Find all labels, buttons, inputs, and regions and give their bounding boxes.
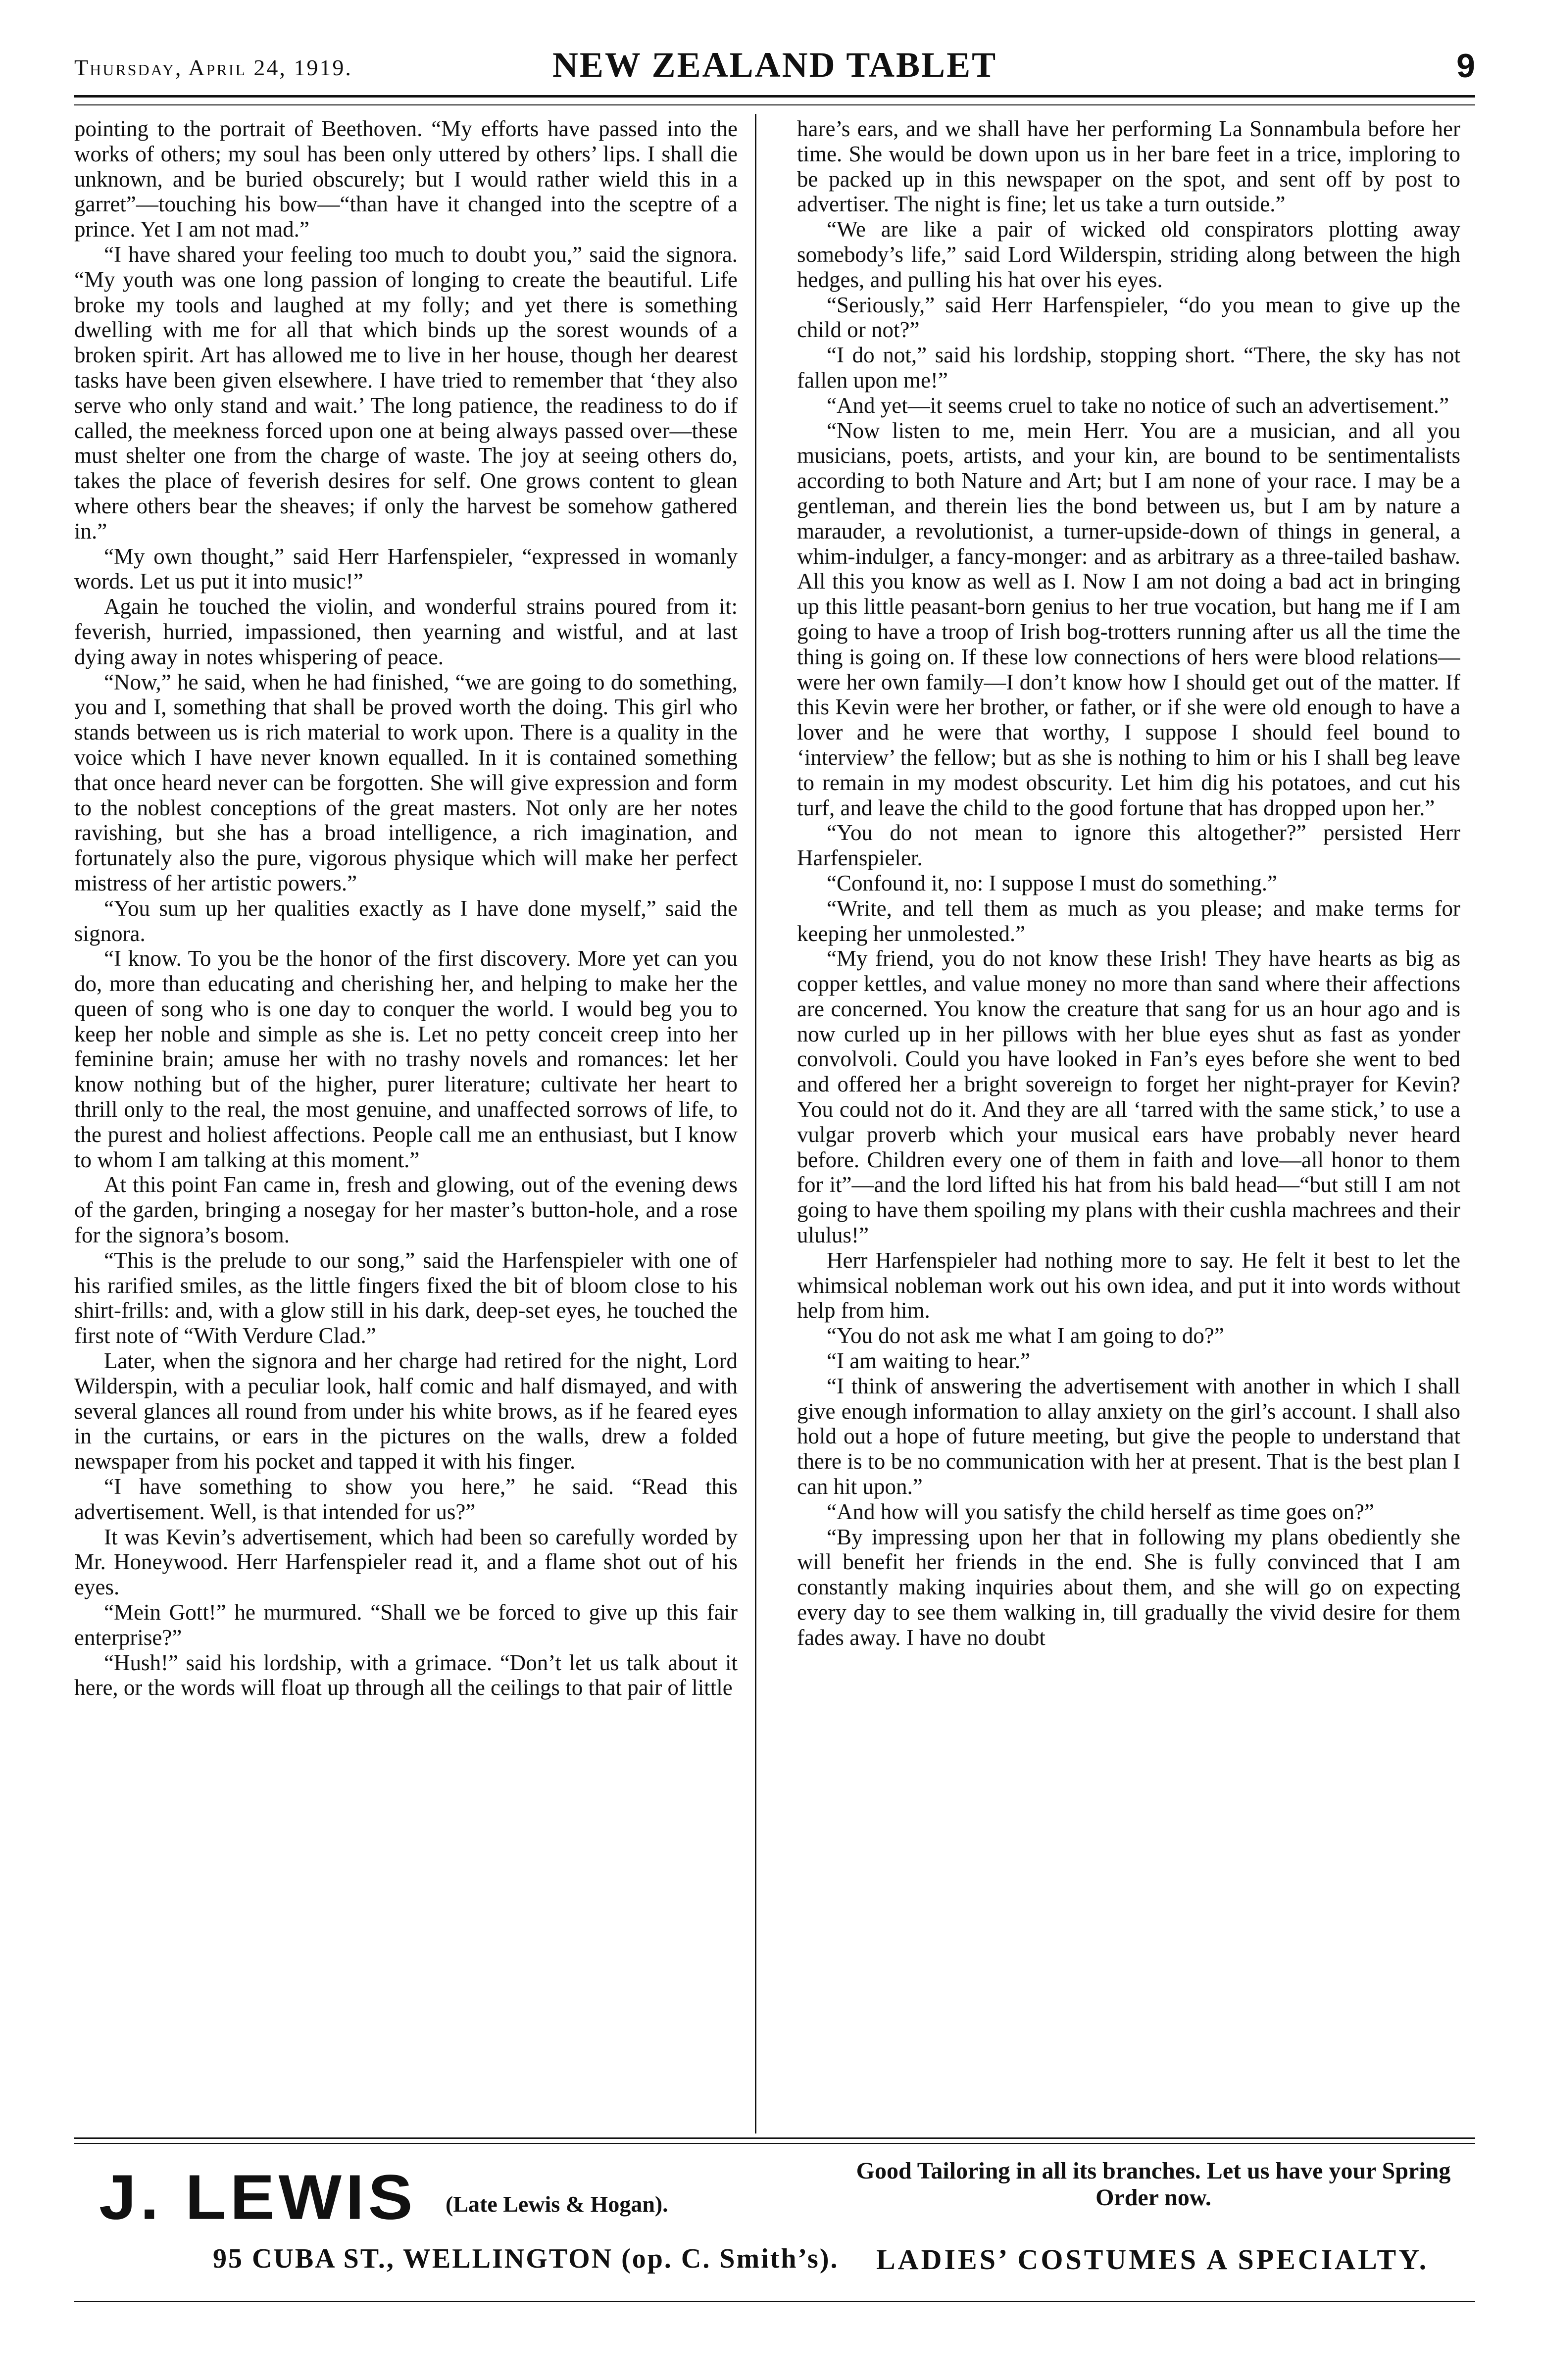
footer-rule: [74, 2301, 1475, 2302]
paragraph: “Hush!” said his lordship, with a grimace. “Don’t let us talk about it here, or the words will float up through all the ceilings to that pair of little: [74, 1650, 738, 1700]
paragraph: “I have shared your feeling too much to doubt you,” said the signora. “My youth was one long passion of longing to create the beautiful. Life broke my tools and laughed at my folly; and yet there is something dwelling with me for all that which binds up the sorest wounds of a broken spirit. Art has allowed me to live in her house, though her dearest tasks have been given elsewhere. I have tried to remember that ‘they also serve who only stand and wait.’ The long patience, the readiness to do if called, the meekness forced upon one at being always passed over—these must shelter one from the charge of waste. The joy at seeing others do, takes the place of feverish desires for self. One grows content to glean where others bear the sheaves; if only the harvest be somehow gathered in.”: [74, 242, 738, 544]
paragraph: Again he touched the violin, and wonderful strains poured from it: feverish, hurried, impassioned, then yearning and wistful, and at last dying away in notes whispering of peace.: [74, 594, 738, 669]
paragraph: “I know. To you be the honor of the first discovery. More yet can you do, more than educating and cherishing her, and helping to make her the queen of song who is one day to conquer the world. I would beg you to keep her noble and simple as she is. Let no petty conceit creep into her feminine brain; amuse her with no trashy novels and romances: let her know nothing but of the higher, purer literature; cultivate her heart to thrill only to the real, the most genuine, and unaffected sorrows of life, to the purest and holiest affections. People call me an enthusiast, but I know to whom I am talking at this moment.”: [74, 946, 738, 1172]
paragraph: At this point Fan came in, fresh and glowing, out of the evening dews of the garden, bringing a nosegay for her master’s button-hole, and a rose for the signora’s bosom.: [74, 1172, 738, 1248]
paragraph: “My own thought,” said Herr Harfenspieler, “expressed in womanly words. Let us put it into music!”: [74, 544, 738, 594]
paragraph: “You do not ask me what I am going to do?”: [827, 1323, 1224, 1348]
article-column-right: [797, 116, 1460, 2129]
header-rule: [74, 95, 1475, 105]
ad-tailoring-text: Good Tailoring in all its branches. Let us have your Spring Order now.: [856, 2158, 1451, 2211]
paragraph: “Write, and tell them as much as you please; and make terms for keeping her unmolested.”: [797, 895, 1460, 946]
column-divider: [755, 114, 756, 2133]
advertisement: [74, 2137, 1475, 2302]
paragraph: “You sum up her qualities exactly as I have done myself,” said the signora.: [74, 895, 738, 946]
advertiser-former-name: (Late Lewis & Hogan).: [446, 2191, 668, 2217]
paragraph: hare’s ears, and we shall have her performing La Sonnambula before her time. She would be down upon us in her bare feet in a trice, imploring to be packed up in this newspaper on the spot, and sent off by post to advertiser. The night is fine; let us take a turn outside.”: [797, 116, 1460, 217]
paragraph: “And yet—it seems cruel to take no notice of such an advertisement.”: [827, 393, 1449, 418]
paragraph: “I do not,” said his lordship, stopping short. “There, the sky has not fallen upon me!”: [797, 343, 1460, 393]
paragraph: Later, when the signora and her charge had retired for the night, Lord Wilderspin, with a peculiar look, half comic and half dismayed, and with several glances all round from under his white brows, as if he feared eyes in the curtains, or ears in the pictures on the walls, drew a folded newspaper from his pocket and tapped it with his finger.: [74, 1348, 738, 1474]
advertiser-name: J. LEWIS: [99, 2161, 417, 2233]
paragraph: “I think of answering the advertisement with another in which I shall give enough information to allay anxiety on the girl’s account. I shall also hold out a hope of future meeting, but give the people to understand that there is to be no communication with her at present. That is the best plan I can hit upon.”: [797, 1373, 1460, 1499]
page-number: 9: [1456, 47, 1475, 85]
paragraph: “I have something to show you here,” he said. “Read this advertisement. Well, is that intended for us?”: [74, 1474, 738, 1524]
issue-date: Thursday, April 24, 1919.: [74, 55, 352, 80]
ad-specialty-text: LADIES’ COSTUMES A SPECIALTY.: [876, 2243, 1429, 2276]
paragraph: “Confound it, no: I suppose I must do something.”: [827, 870, 1277, 895]
paragraph: “We are like a pair of wicked old conspirators plotting away somebody’s life,” said Lord Wilderspin, striding along between the high hedges, and pulling his hat over his eyes.: [797, 217, 1460, 292]
paragraph: pointing to the portrait of Beethoven. “My efforts have passed into the works of others; my soul has been only uttered by others’ lips. I shall die unknown, and be buried obscurely; but I would rather wield this in a garret”—touching his bow—“than have it changed into the sceptre of a prince. Yet I am not mad.”: [74, 116, 738, 242]
paragraph: “Mein Gott!” he murmured. “Shall we be forced to give up this fair enterprise?”: [74, 1600, 738, 1650]
newspaper-title: NEW ZEALAND TABLET: [552, 45, 997, 85]
paragraph: “And how will you satisfy the child herself as time goes on?”: [827, 1499, 1374, 1524]
paragraph: “This is the prelude to our song,” said the Harfenspieler with one of his rarified smiles, as the little fingers fixed the bit of bloom close to his shirt-frills: and, with a glow still in his dark, deep-set eyes, he touched the first note of “With Verdure Clad.”: [74, 1247, 738, 1348]
paragraph: “You do not mean to ignore this altogether?” persisted Herr Harfenspieler.: [797, 820, 1460, 871]
paragraph: “Now listen to me, mein Herr. You are a musician, and all you musicians, poets, artists, and your kin, are bound to be sentimentalists according to both Nature and Art; but I am none of your race. I may be a gentleman, and therein lies the bond between us, but I am by nature a marauder, a revolutionist, a turner-upside-down of things in general, a whim-indulger, a fancy-monger: and as arbitrary as a three-tailed bashaw. All this you know as well as I. Now I am not doing a bad act in bringing up this little peasant-born genius to her true vocation, but hang me if I am going to have a troop of Irish bog-trotters running after us all the time the thing is going on. If these low connections of hers were blood relations—were her own family—I don’t know how I should get out of the matter. If this Kevin were her brother, or father, or if she were old enough to have a lover and he were that worthy, I suppose I should feel bound to ‘interview’ the fellow; but as she is nothing to him or his I shall beg leave to remain in my modest obscurity. Let him dig his potatoes, and cut his turf, and leave the child to the good fortune that has dropped upon her.”: [797, 418, 1460, 820]
article-column-left: [74, 116, 738, 2129]
paragraph: “My friend, you do not know these Irish! They have hearts as big as copper kettles, and value money no more than sand where their affections are concerned. You know the creature that sang for us an hour ago and is now curled up in her pillows with her blue eyes shut as fast as yonder convolvoli. Could you have looked in Fan’s eyes before she went to bed and offered her a bright sovereign to forget her night-prayer for Kevin? You could not do it. And they are all ‘tarred with the same stick,’ to use a vulgar proverb which your musical ears have probably never heard before. Children every one of them in faith and love—all honor to them for it”—and the lord lifted his hat from his bald head—“but still I am not going to have them spoiling my plans with their cushla machrees and their ululus!”: [797, 946, 1460, 1248]
paragraph: It was Kevin’s advertisement, which had been so carefully worded by Mr. Honeywood. Herr Harfenspieler read it, and a flame shot out of his eyes.: [74, 1524, 738, 1600]
advertiser-address: 95 CUBA ST., WELLINGTON (op. C. Smith’s).: [213, 2243, 839, 2274]
paragraph: “I am waiting to hear.”: [827, 1348, 1031, 1374]
ad-inner-rule: [74, 2143, 1475, 2144]
paragraph: “Now,” he said, when he had finished, “we are going to do something, you and I, something that shall be proved worth the doing. This girl who stands between us is rich material to work upon. There is a quality in the voice which I have never known equalled. In it is contained something that once heard never can be forgotten. She will give expression and form to the noblest conceptions of the great masters. Not only are her notes ravishing, but she has a broad intelligence, a rich imagination, and fortunately also the pure, vigorous physique which will make her perfect mistress of her artistic powers.”: [74, 669, 738, 895]
paragraph: “By impressing upon her that in following my plans obediently she will benefit her friends in the end. She is fully convinced that I am constantly making inquiries about them, and she will go on expecting every day to see them walking in, till gradually the vivid desire for them fades away. I have no doubt: [797, 1524, 1460, 1650]
masthead: [74, 40, 1475, 94]
paragraph: Herr Harfenspieler had nothing more to say. He felt it best to let the whimsical nobleman work out his own idea, and put it into words without help from him.: [797, 1247, 1460, 1323]
paragraph: “Seriously,” said Herr Harfenspieler, “do you mean to give up the child or not?”: [797, 292, 1460, 343]
